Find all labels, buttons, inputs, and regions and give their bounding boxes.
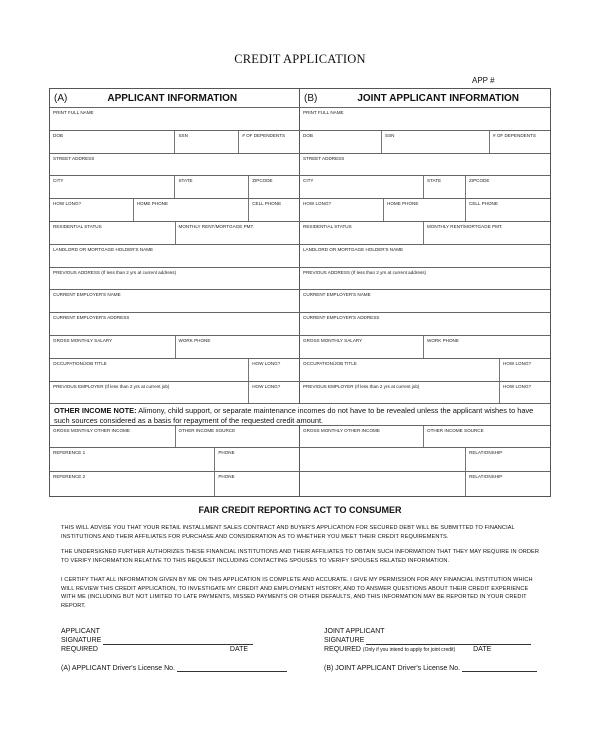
joint-license-label: (B) JOINT APPLICANT Driver's License No. — [324, 665, 461, 672]
form-row — [50, 472, 550, 496]
form-row — [50, 199, 550, 222]
fair-credit-paragraph-1: THIS WILL ADVISE YOU THAT YOUR RETAIL INSTALLMENT SALES CONTRACT AND BUYER'S APPLICATION FOR SECURED DEBT WILL BE SUBMITTED TO FINANCIAL INSTITUTIONS AND THEIR AFFILIATES FOR PURCHASE AND CONSIDERATION AS TO WHETHER YOU MEET THEIR CREDIT REQUIREMENTS. — [61, 525, 515, 540]
applicant-full-name-field[interactable]: PRINT FULL NAME — [53, 110, 94, 115]
joint-previous-employer-how-long-field[interactable]: HOW LONG? — [503, 383, 532, 389]
applicant-previous-employer-how-long-field[interactable]: HOW LONG? — [252, 383, 281, 389]
joint-dob-field[interactable]: DOB — [300, 131, 382, 153]
form-row — [50, 131, 550, 154]
applicant-heading: APPLICANT INFORMATION — [107, 92, 238, 104]
form-row — [50, 426, 550, 448]
joint-section-header — [300, 89, 550, 107]
joint-zip-field[interactable]: ZIPCODE — [469, 178, 490, 184]
applicant-previous-employer-field[interactable]: PREVIOUS EMPLOYER (If less than 2 yrs at current job) — [50, 382, 249, 404]
applicant-state-field[interactable]: STATE — [175, 176, 249, 198]
applicant-license-line[interactable] — [177, 664, 287, 672]
reference1-relationship-field[interactable]: RELATIONSHIP — [469, 450, 503, 456]
joint-employer-address-field[interactable]: CURRENT EMPLOYER'S ADDRESS — [303, 315, 380, 321]
joint-sig-label-2: SIGNATURE — [324, 637, 365, 644]
joint-occupation-how-long-field[interactable]: HOW LONG? — [503, 360, 532, 366]
applicant-residential-status-field[interactable]: RESIDENTIAL STATUS — [50, 222, 176, 244]
joint-license-row — [324, 664, 537, 672]
fair-credit-paragraph-3: I CERTIFY THAT ALL INFORMATION GIVEN BY ME ON THIS APPLICATION IS COMPLETE AND ACCURATE. I GIVE MY PERMISSION FOR ANY FINANCIAL INSTITUTION WHICH WILL REVIEW THIS CREDIT APPLICATION, TO INVESTIGATE MY CREDIT AND EMPLOYMENT HISTORY, AND TO ANSWER QUESTIONS ABOUT THEIR CREDIT EXPERIENCE WITH ME (INCLUDING BUT NOT LIMITED TO LATE PAYMENTS, MISSED PAYMENTS OR OTHER DEFAULTS, AND THIS INFORMATION MAY BE REPORTED IN YOUR CREDIT REPORT. — [61, 577, 533, 609]
applicant-date-label: DATE — [229, 646, 249, 653]
applicant-city-field[interactable]: CITY — [50, 176, 175, 198]
reference2-field[interactable]: REFERENCE 2 — [50, 472, 215, 496]
joint-employer-name-field[interactable]: CURRENT EMPLOYER'S NAME — [303, 292, 371, 298]
joint-home-phone-field[interactable]: HOME PHONE — [384, 199, 466, 221]
applicant-dependents-field[interactable]: # OF DEPENDENTS — [242, 132, 286, 138]
form-row — [50, 154, 550, 177]
applicant-monthly-rent-field[interactable]: MONTHLY RENT/MORTGAGE PMT. — [178, 223, 255, 229]
section-header-row — [50, 89, 550, 108]
applicant-zip-field[interactable]: ZIPCODE — [252, 178, 273, 184]
applicant-letter: (A) — [54, 92, 68, 104]
applicant-signature-block — [61, 627, 253, 654]
form-row — [50, 222, 550, 245]
applicant-street-field[interactable]: STREET ADDRESS — [53, 155, 95, 161]
reference2-extra-field[interactable] — [300, 472, 466, 496]
reference1-field[interactable]: REFERENCE 1 — [50, 448, 215, 471]
reference2-phone-field[interactable]: PHONE — [218, 474, 235, 480]
joint-only-note: (Only if you intend to apply for joint credit) — [362, 647, 456, 653]
page-title: CREDIT APPLICATION — [234, 52, 366, 66]
form-row — [50, 176, 550, 199]
applicant-work-phone-field[interactable]: WORK PHONE — [178, 337, 211, 343]
joint-salary-field[interactable]: GROSS MONTHLY SALARY — [300, 336, 424, 358]
form-row — [50, 448, 550, 472]
applicant-sig-label-1: APPLICANT — [61, 628, 100, 635]
applicant-employer-address-field[interactable]: CURRENT EMPLOYER'S ADDRESS — [53, 315, 130, 321]
form-row — [50, 313, 550, 336]
applicant-occupation-how-long-field[interactable]: HOW LONG? — [252, 360, 281, 366]
fair-credit-paragraph-2: THE UNDERSIGNED FURTHER AUTHORIZES THESE FINANCIAL INSTITUTIONS AND THEIR AFFILIATES TO OBTAIN SUCH INFORMATION THAT THEY MAY REQUIRE IN ORDER TO VERIFY INFORMATION RELATIVE TO THIS REQUEST INCLUDING CONTACTING SPOUSES TO VERIFY SPOUSES RELATED INFORMATION. — [61, 549, 540, 564]
form-row — [50, 268, 550, 291]
joint-landlord-field[interactable]: LANDLORD OR MORTGAGE HOLDER'S NAME — [303, 246, 404, 252]
applicant-landlord-field[interactable]: LANDLORD OR MORTGAGE HOLDER'S NAME — [53, 246, 154, 252]
joint-previous-employer-field[interactable]: PREVIOUS EMPLOYER (If less than 2 yrs at current job) — [300, 382, 500, 404]
joint-residential-status-field[interactable]: RESIDENTIAL STATUS — [300, 222, 424, 244]
joint-monthly-rent-field[interactable]: MONTHLY RENT/MORTGAGE PMT. — [427, 223, 503, 229]
reference2-relationship-field[interactable]: RELATIONSHIP — [469, 474, 503, 480]
fair-credit-heading: FAIR CREDIT REPORTING ACT TO CONSUMER — [198, 505, 402, 515]
applicant-how-long-field[interactable]: HOW LONG? — [50, 199, 134, 221]
form-row — [50, 290, 550, 313]
joint-state-field[interactable]: STATE — [424, 176, 466, 198]
applicant-ssn-field[interactable]: SSN — [175, 131, 239, 153]
joint-city-field[interactable]: CITY — [300, 176, 424, 198]
application-form — [49, 88, 551, 497]
joint-dependents-field[interactable]: # OF DEPENDENTS — [493, 132, 536, 138]
joint-other-income-field[interactable]: GROSS MONTHLY OTHER INCOME — [300, 426, 424, 447]
joint-other-income-source-field[interactable]: OTHER INCOME SOURCE — [427, 428, 484, 434]
reference1-phone-field[interactable]: PHONE — [218, 450, 235, 456]
joint-full-name-field[interactable]: PRINT FULL NAME — [303, 110, 344, 115]
joint-street-field[interactable]: STREET ADDRESS — [303, 155, 345, 161]
applicant-dob-field[interactable]: DOB — [50, 131, 175, 153]
joint-license-line[interactable] — [462, 664, 537, 672]
applicant-section-header — [50, 89, 300, 107]
form-row — [50, 108, 550, 131]
applicant-other-income-field[interactable]: GROSS MONTHLY OTHER INCOME — [50, 426, 176, 447]
joint-sig-label-3: REQUIRED — [324, 646, 361, 653]
applicant-license-label: (A) APPLICANT Driver's License No. — [61, 665, 176, 672]
applicant-other-income-source-field[interactable]: OTHER INCOME SOURCE — [178, 428, 236, 434]
app-number-label: APP # — [472, 76, 495, 85]
other-income-note — [50, 404, 550, 426]
form-row — [50, 382, 550, 405]
joint-date-label: DATE — [473, 646, 492, 653]
joint-occupation-field[interactable]: OCCUPATION/JOB TITLE — [300, 359, 500, 381]
joint-sig-label-1: JOINT APPLICANT — [324, 628, 385, 635]
joint-heading: JOINT APPLICANT INFORMATION — [357, 92, 520, 104]
joint-work-phone-field[interactable]: WORK PHONE — [427, 337, 459, 343]
other-income-label: OTHER INCOME NOTE: — [54, 406, 137, 416]
joint-signature-block — [324, 627, 531, 655]
applicant-salary-field[interactable]: GROSS MONTHLY SALARY — [50, 336, 176, 358]
other-income-text: Alimony, child support, or separate maintenance incomes do not have to be revealed unless the applicant wishes to have such sources considered as a basis for repayment of the requested credit amount. — [54, 406, 534, 426]
applicant-previous-address-field[interactable]: PREVIOUS ADDRESS (If less than 2 yrs at current address) — [53, 269, 177, 275]
form-row — [50, 336, 550, 359]
applicant-sig-label-2: SIGNATURE — [61, 637, 102, 644]
joint-signature-line[interactable] — [366, 637, 531, 645]
applicant-signature-line[interactable] — [103, 637, 253, 645]
applicant-sig-label-3: REQUIRED — [61, 646, 98, 653]
joint-cell-phone-field[interactable]: CELL PHONE — [469, 201, 498, 207]
joint-previous-address-field[interactable]: PREVIOUS ADDRESS (If less than 2 yrs at current address) — [303, 269, 427, 275]
joint-ssn-field[interactable]: SSN — [382, 131, 490, 153]
reference1-extra-field[interactable] — [300, 448, 466, 471]
applicant-occupation-field[interactable]: OCCUPATION/JOB TITLE — [50, 359, 249, 381]
joint-letter: (B) — [304, 92, 318, 104]
applicant-license-row — [61, 664, 287, 672]
applicant-home-phone-field[interactable]: HOME PHONE — [134, 199, 250, 221]
joint-how-long-field[interactable]: HOW LONG? — [300, 199, 384, 221]
applicant-employer-name-field[interactable]: CURRENT EMPLOYER'S NAME — [53, 292, 121, 298]
form-row — [50, 359, 550, 382]
applicant-cell-phone-field[interactable]: CELL PHONE — [252, 201, 282, 207]
form-row — [50, 245, 550, 268]
